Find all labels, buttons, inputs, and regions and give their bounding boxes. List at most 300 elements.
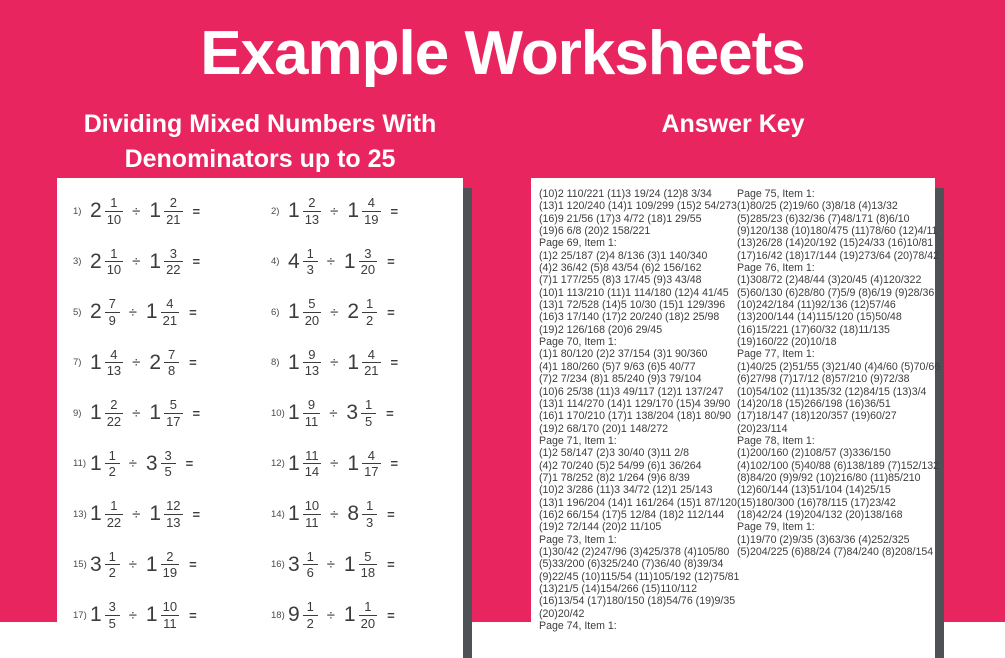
answer-key-page-heading: Page 71, Item 1:	[539, 434, 617, 447]
fraction	[362, 347, 380, 379]
mixed-number	[288, 549, 318, 581]
divide-sign: ÷	[132, 505, 141, 523]
problem-number: 3)	[73, 256, 82, 268]
divide-sign: ÷	[330, 303, 339, 321]
problem-number: 15)	[73, 559, 87, 571]
worksheet-title-line1: Dividing Mixed Numbers With	[83, 110, 437, 138]
fraction	[361, 397, 376, 429]
fraction-numerator: 1	[303, 246, 318, 263]
answer-key-line: (7)2 7/234 (8)1 85/240 (9)3 79/104	[539, 373, 702, 386]
mixed-number	[90, 448, 120, 480]
problem-number: 16)	[271, 559, 285, 571]
answer-key-line: (16)3 17/140 (17)2 20/240 (18)2 25/98	[539, 311, 720, 324]
problem-number: 18)	[271, 609, 285, 621]
whole-number: 1	[343, 603, 356, 627]
answer-key-line: (17)16/42 (18)17/144 (19)273/64 (20)78/42	[737, 249, 940, 262]
equals-sign: =	[387, 607, 395, 623]
whole-number: 1	[347, 199, 360, 223]
worksheet-panel	[57, 178, 463, 658]
answer-key-line: (10)54/102 (11)135/32 (12)84/15 (13)3/4	[737, 385, 927, 398]
answer-key-line: (1)200/160 (2)108/57 (3)336/150	[737, 447, 891, 460]
answer-key-column-2	[737, 188, 940, 558]
problem-number: 17)	[73, 609, 87, 621]
fraction-numerator: 12	[166, 498, 181, 514]
answer-key-line: (5)204/225 (6)88/24 (7)84/240 (8)208/154	[737, 545, 934, 558]
fraction-denominator: 20	[304, 312, 320, 328]
whole-number: 1	[343, 552, 356, 576]
whole-number: 1	[90, 401, 102, 425]
divide-sign: ÷	[326, 253, 335, 271]
divide-sign: ÷	[128, 455, 137, 473]
fraction-numerator: 4	[362, 347, 380, 364]
answer-key-line: (19)160/22 (20)10/18	[737, 336, 837, 349]
whole-number: 2	[90, 300, 102, 324]
answer-key-line: (7)1 177/255 (8)3 17/45 (9)3 43/48	[539, 274, 702, 287]
whole-number: 1	[288, 451, 300, 475]
fraction	[359, 549, 377, 581]
fraction-denominator: 11	[304, 413, 319, 429]
mixed-number	[288, 246, 318, 278]
answer-key-line: (17)18/147 (18)120/357 (19)60/27	[737, 410, 897, 423]
equals-sign: =	[192, 203, 201, 219]
mixed-number	[347, 498, 377, 530]
answer-key-line: (5)285/23 (6)32/36 (7)48/171 (8)6/10	[737, 212, 910, 225]
fraction	[164, 246, 182, 278]
answer-key-line: (8)84/20 (9)9/92 (10)216/80 (11)85/210	[737, 471, 921, 484]
fraction	[105, 246, 123, 278]
mixed-number	[146, 448, 176, 480]
fraction	[362, 195, 380, 227]
problem-expression	[90, 246, 200, 278]
fraction-numerator: 1	[361, 397, 376, 414]
problem-expression	[90, 549, 197, 581]
fraction	[105, 195, 123, 227]
fraction-numerator: 3	[164, 246, 182, 263]
fraction	[161, 549, 179, 581]
mixed-number	[288, 296, 321, 328]
fraction	[303, 549, 318, 581]
worksheet-problem	[271, 186, 453, 237]
fraction-denominator: 14	[304, 464, 320, 480]
answer-key-title: Answer Key	[661, 110, 805, 138]
fraction-denominator: 19	[162, 565, 178, 581]
fraction-denominator: 19	[364, 211, 379, 227]
fraction-denominator: 2	[365, 312, 374, 328]
fraction-numerator: 3	[105, 599, 120, 616]
answer-key-line: (15)180/300 (16)78/115 (17)23/42	[737, 496, 896, 509]
fraction-denominator: 2	[306, 615, 314, 631]
fraction-numerator: 2	[161, 549, 179, 566]
equals-sign: =	[387, 254, 395, 270]
fraction-denominator: 22	[166, 262, 181, 278]
worksheet-title-line2: Denominators up to 25	[124, 145, 396, 173]
fraction-denominator: 22	[106, 514, 122, 530]
problem-expression	[288, 246, 395, 278]
fraction-denominator: 13	[304, 211, 320, 227]
fraction-numerator: 1	[362, 296, 377, 313]
problem-expression	[90, 347, 197, 379]
answer-key-line: (13)1 196/204 (14)1 161/264 (15)1 87/120	[539, 496, 737, 509]
mixed-number	[288, 397, 320, 429]
worksheet-problem	[73, 237, 271, 288]
worksheet-problem	[271, 439, 453, 490]
mixed-number	[288, 448, 321, 480]
equals-sign: =	[386, 405, 394, 421]
worksheet-problem	[73, 439, 271, 490]
worksheet-problem	[73, 489, 271, 540]
problem-number: 11)	[73, 458, 87, 470]
fraction-numerator: 1	[303, 549, 318, 566]
fraction-denominator: 21	[364, 363, 379, 379]
divide-sign: ÷	[330, 455, 339, 473]
whole-number: 2	[90, 199, 102, 223]
answer-key-line: (16)9 21/56 (17)3 4/72 (18)1 29/55	[539, 212, 702, 225]
answer-key-line: (13)1 72/528 (14)5 10/30 (15)1 129/396	[539, 299, 726, 312]
whole-number: 1	[347, 451, 360, 475]
mixed-number	[149, 498, 182, 530]
answer-key-line: (5)33/200 (6)325/240 (7)36/40 (8)39/34	[539, 558, 724, 571]
fraction-denominator: 10	[106, 211, 122, 227]
mixed-number	[149, 347, 179, 379]
mixed-number	[90, 549, 120, 581]
fraction	[303, 397, 321, 429]
answer-key-panel	[531, 178, 941, 658]
fraction-denominator: 5	[108, 615, 116, 631]
divide-sign: ÷	[326, 606, 335, 624]
fraction-numerator: 1	[105, 246, 123, 263]
fraction-numerator: 4	[362, 195, 380, 212]
problem-expression	[288, 498, 395, 530]
fraction-numerator: 3	[359, 246, 377, 263]
fraction-numerator: 2	[164, 195, 182, 212]
answer-key-line: (16)13/54 (17)180/150 (18)54/76 (19)9/35	[539, 595, 736, 608]
answer-key-line: (16)15/221 (17)60/32 (18)11/135	[737, 323, 890, 336]
fraction	[359, 599, 377, 631]
fraction-denominator: 11	[305, 514, 319, 530]
answer-key-line: (5)60/130 (6)28/80 (7)5/9 (8)6/19 (9)28/36	[737, 286, 935, 299]
equals-sign: =	[192, 506, 201, 522]
mixed-number	[347, 347, 380, 379]
worksheet-problem	[73, 287, 271, 338]
whole-number: 1	[145, 300, 158, 324]
whole-number: 1	[145, 552, 158, 576]
mixed-number	[288, 195, 321, 227]
fraction	[303, 448, 321, 480]
mixed-number	[288, 599, 318, 631]
equals-sign: =	[387, 506, 395, 522]
equals-sign: =	[387, 557, 395, 573]
fraction-denominator: 13	[166, 514, 181, 530]
fraction-denominator: 21	[162, 312, 178, 328]
fraction	[105, 549, 120, 581]
worksheet-problem	[73, 540, 271, 591]
answer-key-line: (4)102/100 (5)40/88 (6)138/189 (7)152/132	[737, 459, 940, 472]
divide-sign: ÷	[330, 202, 339, 220]
whole-number: 1	[288, 502, 300, 526]
fraction	[359, 246, 377, 278]
answer-key-page-heading: Page 79, Item 1:	[737, 521, 815, 534]
worksheet-title	[37, 107, 483, 177]
answer-key-page-heading: Page 73, Item 1:	[539, 533, 617, 546]
answer-key-line: (19)2 126/168 (20)6 29/45	[539, 323, 663, 336]
mixed-number	[288, 347, 321, 379]
fraction	[362, 296, 377, 328]
whole-number: 3	[145, 451, 158, 475]
fraction	[105, 448, 120, 480]
mixed-number	[344, 549, 377, 581]
fraction	[105, 296, 120, 328]
answer-key-line: (13)21/5 (14)154/266 (15)110/112	[539, 583, 698, 595]
fraction-denominator: 2	[108, 464, 116, 480]
fraction	[161, 599, 179, 631]
answer-key-page-heading: Page 76, Item 1:	[737, 262, 815, 275]
mixed-number	[344, 246, 377, 278]
whole-number: 1	[90, 603, 102, 627]
fraction	[164, 195, 182, 227]
fraction-denominator: 10	[106, 262, 122, 278]
fraction	[303, 246, 318, 278]
fraction-numerator: 4	[161, 296, 179, 313]
fraction	[161, 296, 179, 328]
fraction	[105, 498, 123, 530]
fraction-denominator: 21	[166, 211, 181, 227]
fraction-numerator: 5	[164, 397, 182, 414]
worksheet-problem	[271, 388, 453, 439]
fraction-numerator: 4	[105, 347, 123, 364]
problem-number: 12)	[271, 458, 285, 470]
divide-sign: ÷	[326, 556, 335, 574]
whole-number: 3	[90, 552, 102, 576]
whole-number: 2	[149, 350, 162, 374]
mixed-number	[344, 599, 377, 631]
fraction-denominator: 20	[360, 262, 376, 278]
equals-sign: =	[390, 355, 399, 371]
whole-number: 3	[346, 401, 359, 425]
answer-key-line: (1)19/70 (2)9/35 (3)63/36 (4)252/325	[737, 533, 910, 546]
worksheet-problem	[73, 338, 271, 389]
worksheet-problem	[271, 287, 453, 338]
answer-key-line: (19)2 72/144 (20)2 11/105	[539, 521, 662, 534]
divide-sign: ÷	[132, 404, 141, 422]
fraction	[303, 296, 321, 328]
mixed-number	[149, 397, 182, 429]
answer-key-line: (9)120/138 (10)180/475 (11)78/60 (12)4/11	[737, 225, 938, 238]
equals-sign: =	[192, 405, 201, 421]
fraction-denominator: 5	[164, 464, 172, 480]
whole-number: 1	[90, 350, 102, 374]
problem-expression	[288, 347, 398, 379]
answer-key-line: (1)2 25/187 (2)4 8/136 (3)1 140/340	[539, 249, 708, 262]
whole-number: 1	[288, 350, 300, 374]
fraction-denominator: 22	[106, 413, 122, 429]
problem-number: 9)	[73, 407, 82, 419]
answer-key-line: (19)2 68/170 (20)1 148/272	[539, 422, 668, 435]
answer-key-page-heading: Page 74, Item 1:	[539, 620, 617, 633]
equals-sign: =	[185, 456, 194, 472]
fraction	[303, 599, 318, 631]
whole-number: 1	[149, 199, 162, 223]
worksheet-problem	[73, 590, 271, 641]
problem-number: 8)	[271, 357, 280, 369]
whole-number: 1	[149, 249, 162, 273]
whole-number: 1	[288, 199, 300, 223]
answer-key-line: (13)1 114/270 (14)1 129/170 (15)4 39/90	[539, 397, 731, 410]
answer-key-page-heading: Page 78, Item 1:	[737, 434, 815, 447]
fraction	[164, 498, 182, 530]
mixed-number	[90, 246, 123, 278]
fraction-numerator: 1	[303, 599, 318, 616]
problem-expression	[90, 296, 197, 328]
whole-number: 2	[90, 249, 102, 273]
fraction-denominator: 9	[108, 312, 116, 328]
equals-sign: =	[390, 456, 399, 472]
equals-sign: =	[390, 203, 399, 219]
fraction	[105, 347, 123, 379]
problem-expression	[288, 296, 395, 328]
fraction	[362, 448, 380, 480]
fraction-denominator: 13	[304, 363, 320, 379]
fraction-numerator: 9	[303, 397, 321, 414]
worksheet-problem	[271, 590, 453, 641]
fraction	[105, 397, 123, 429]
problem-number: 2)	[271, 205, 280, 217]
answer-key-line: (13)26/28 (14)20/192 (15)24/33 (16)10/81	[737, 237, 934, 250]
whole-number: 1	[149, 502, 162, 526]
divide-sign: ÷	[132, 253, 141, 271]
answer-key-line: (13)1 120/240 (14)1 109/299 (15)2 54/273	[539, 200, 737, 213]
mixed-number	[146, 549, 179, 581]
equals-sign: =	[189, 355, 197, 371]
fraction-denominator: 17	[364, 464, 379, 480]
answer-key-line: (19)6 6/8 (20)2 158/221	[539, 225, 651, 238]
answer-key-line: (7)1 78/252 (8)2 1/264 (9)6 8/39	[539, 471, 690, 484]
whole-number: 9	[288, 603, 300, 627]
problem-number: 6)	[271, 306, 280, 318]
problem-number: 1)	[73, 205, 82, 217]
whole-number: 1	[90, 502, 102, 526]
divide-sign: ÷	[128, 606, 137, 624]
fraction-denominator: 17	[166, 413, 181, 429]
problem-expression	[90, 498, 200, 530]
mixed-number	[346, 397, 376, 429]
answer-key-line: (9)22/45 (10)115/54 (11)105/192 (12)75/81	[539, 570, 740, 583]
mixed-number	[90, 397, 123, 429]
mixed-number	[90, 599, 120, 631]
mixed-number	[146, 599, 179, 631]
answer-key-column-1	[539, 188, 739, 632]
problem-number: 4)	[271, 256, 280, 268]
mixed-number	[149, 195, 182, 227]
fraction-numerator: 1	[105, 195, 123, 212]
divide-sign: ÷	[329, 404, 338, 422]
page-title: Example Worksheets	[200, 19, 805, 88]
answer-key-line: (4)2 36/42 (5)8 43/54 (6)2 156/162	[539, 262, 702, 275]
fraction-numerator: 7	[164, 347, 179, 364]
answer-key-line: (16)1 170/210 (17)1 138/204 (18)1 80/90	[539, 410, 732, 423]
fraction-numerator: 10	[304, 498, 320, 514]
whole-number: 3	[288, 552, 300, 576]
fraction	[164, 397, 182, 429]
fraction-denominator: 8	[167, 363, 176, 379]
fraction-denominator: 2	[108, 565, 116, 581]
answer-key-line: (1)40/25 (2)51/55 (3)21/40 (4)4/60 (5)70/66	[737, 360, 941, 373]
answer-key-line: (20)23/114	[737, 422, 788, 435]
fraction	[362, 498, 377, 530]
whole-number: 8	[347, 502, 360, 526]
mixed-number	[288, 498, 321, 530]
answer-key-line: (1)308/72 (2)48/44 (3)20/45 (4)120/322	[737, 274, 922, 287]
answer-key-page-heading: Page 77, Item 1:	[737, 348, 815, 361]
answer-key-line: (13)200/144 (14)115/120 (15)50/48	[737, 311, 902, 324]
fraction-denominator: 20	[360, 615, 376, 631]
answer-key-line: (1)30/42 (2)247/96 (3)425/378 (4)105/80	[539, 545, 730, 558]
fraction-numerator: 3	[161, 448, 176, 465]
worksheet-problems	[73, 186, 453, 641]
mixed-number	[347, 195, 380, 227]
whole-number: 1	[288, 401, 300, 425]
problem-expression	[288, 195, 398, 227]
fraction-denominator: 13	[106, 363, 122, 379]
answer-key-page-heading: Page 75, Item 1:	[737, 188, 815, 200]
fraction-numerator: 9	[303, 347, 321, 364]
fraction-denominator: 11	[163, 615, 177, 631]
answer-key-line: (6)27/98 (7)17/12 (8)57/210 (9)72/38	[737, 373, 910, 386]
answer-key-line: (16)2 66/154 (17)5 12/84 (18)2 112/144	[539, 508, 725, 521]
answer-key-line: (18)42/24 (19)204/132 (20)138/168	[737, 508, 903, 521]
whole-number: 4	[288, 249, 300, 273]
whole-number: 1	[145, 603, 158, 627]
divide-sign: ÷	[132, 354, 141, 372]
divide-sign: ÷	[330, 505, 339, 523]
fraction-numerator: 1	[362, 498, 377, 515]
problem-expression	[288, 599, 395, 631]
whole-number: 1	[288, 300, 300, 324]
worksheet-problem	[271, 338, 453, 389]
problem-number: 13)	[73, 508, 87, 520]
equals-sign: =	[192, 254, 201, 270]
whole-number: 1	[90, 451, 102, 475]
fraction-numerator: 1	[105, 448, 120, 465]
fraction	[303, 347, 321, 379]
fraction-numerator: 4	[362, 448, 380, 465]
answer-key-line: (10)1 113/210 (11)1 114/180 (12)4 41/45	[539, 286, 729, 299]
whole-number: 1	[343, 249, 356, 273]
problem-expression	[90, 599, 197, 631]
fraction-numerator: 1	[105, 498, 123, 515]
problem-expression	[288, 549, 395, 581]
fraction	[303, 498, 321, 530]
fraction-numerator: 5	[359, 549, 377, 566]
problem-expression	[288, 448, 398, 480]
equals-sign: =	[189, 607, 197, 623]
divide-sign: ÷	[128, 303, 137, 321]
mixed-number	[90, 498, 123, 530]
problem-expression	[90, 397, 200, 429]
fraction	[303, 195, 321, 227]
answer-key-line: (10)2 110/221 (11)3 19/24 (12)8 3/34	[539, 188, 712, 200]
answer-key-line: (10)242/184 (11)92/136 (12)57/46	[737, 299, 896, 312]
worksheet-problem	[271, 237, 453, 288]
fraction-denominator: 3	[306, 262, 314, 278]
fraction-denominator: 6	[306, 565, 314, 581]
worksheet-problem	[73, 186, 271, 237]
fraction-numerator: 2	[105, 397, 123, 414]
divide-sign: ÷	[330, 354, 339, 372]
equals-sign: =	[387, 304, 395, 320]
answer-key-line: (10)2 3/286 (11)3 34/72 (12)1 25/143	[539, 484, 713, 497]
fraction-numerator: 5	[303, 296, 321, 313]
problem-expression	[288, 397, 394, 429]
